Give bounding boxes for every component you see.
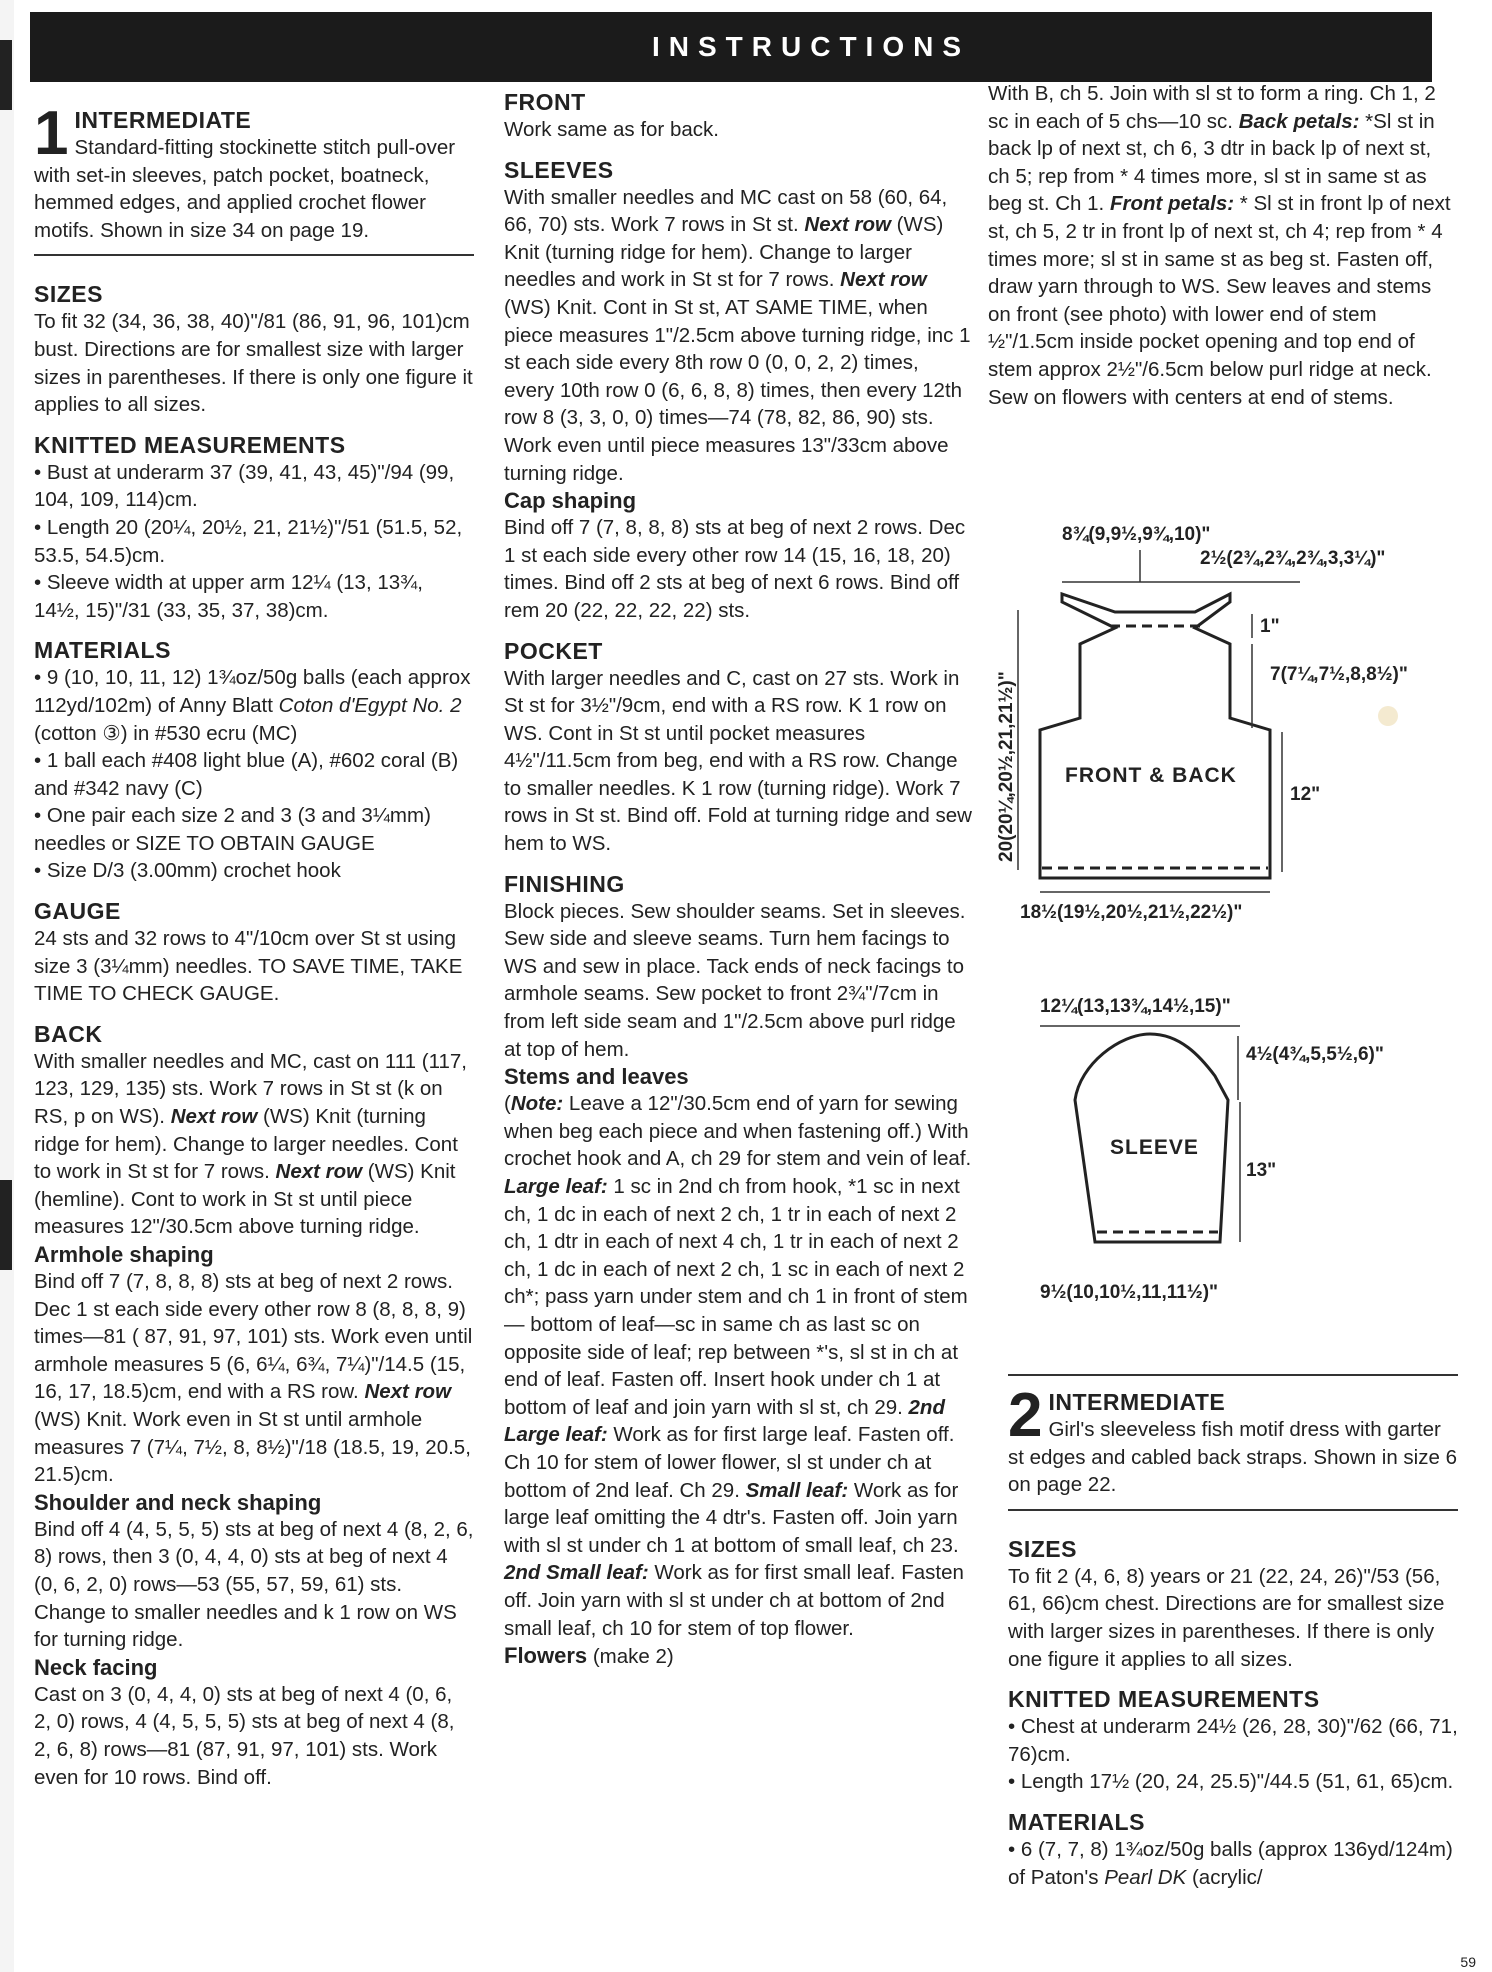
pattern-number: 1 xyxy=(34,99,69,168)
armhole-text: Bind off 7 (7, 8, 8, 8) sts at beg of next 2 rows. Dec 1 st each side every other row 8 (8, 8, 8, 9) times—81 ( 87, 91, 97, 101) sts. Work even until armhole measures 5 (6, 6¼, 6¾, 7¼)"/14.5 (15, 16, 17, 18.5)cm, end with a RS row. Next row (WS) Knit. Work even in St st until armhole measures 7 (7¼, 7½, 8, 8½)"/18 (18.5, 19, 20.5, 21.5)cm. xyxy=(34,1270,473,1487)
body-outline xyxy=(1040,594,1270,878)
materials-heading: MATERIALS xyxy=(1008,1808,1145,1835)
side-label: 12" xyxy=(1290,784,1321,805)
measurements-heading: KNITTED MEASUREMENTS xyxy=(34,431,346,458)
finishing-text: Block pieces. Sew shoulder seams. Set in sleeves. Sew side and sleeve seams. Turn hem facings to WS and sew in place. Tack ends of neck facings to armhole seams. Sew pocket to front 2¾"/7cm in from left side seam and 1"/2.5cm above purl ridge at top of hem. xyxy=(504,899,966,1061)
pattern-2-intro xyxy=(1008,1381,1458,1499)
back-text: With smaller needles and MC, cast on 111 (117, 123, 129, 135) sts. Work 7 rows in St st (k on RS, p on WS). Next row (WS) Knit (turning ridge for hem). Change to larger needles. Cont to work in St st for 7 rows. Next row (WS) Knit (hemline). Cont to work in St st until piece measures 12"/30.5cm above turning ridge. xyxy=(34,1049,467,1239)
level-heading: INTERMEDIATE xyxy=(74,107,252,133)
measurement-item: • Length 20 (20¼, 20½, 21, 21½)"/51 (51.5, 52, 53.5, 54.5)cm. xyxy=(34,515,463,567)
pattern-number: 2 xyxy=(1008,1381,1043,1450)
measurement-item: • Chest at underarm 24½ (26, 28, 30)"/62 (66, 71, 76)cm. xyxy=(1008,1715,1458,1766)
sizes-text: To fit 32 (34, 36, 38, 40)"/81 (86, 91, 96, 101)cm bust. Directions are for smallest size with larger sizes in parentheses. If there is only one figure it applies to all sizes. xyxy=(34,310,473,417)
sizes-heading: SIZES xyxy=(34,281,103,308)
sleeves-text: With smaller needles and MC cast on 58 (60, 64, 66, 70) sts. Work 7 rows in St st. Next row (WS) Knit (turning ridge for hem). Change to larger needles and work in St st for 7 rows. Next row (WS) Knit. Cont in St st, AT SAME TIME, when piece measures 1"/2.5cm above turning ridge, inc 1 st each side every 8th row 0 (0, 0, 2, 2) times, every 10th row 0 (6, 6, 8, 8) times, then every 12th row 8 (3, 3, 0, 0) times—74 (78, 82, 86, 90) sts. Work even until piece measures 13"/33cm above turning ridge. xyxy=(504,185,971,485)
column-1 xyxy=(34,99,474,1791)
cap-label: 4½(4¾,5,5½,6)" xyxy=(1246,1044,1384,1065)
header-title: INSTRUCTIONS xyxy=(652,31,970,62)
binding-mark xyxy=(0,40,12,110)
measurement-item: • Bust at underarm 37 (39, 41, 43, 45)"/94 (99, 104, 109, 114)cm. xyxy=(34,460,455,512)
gauge-text: 24 sts and 32 rows to 4"/10cm over St st using size 3 (3¼mm) needles. TO SAVE TIME, TAKE TIME TO CHECK GAUGE. xyxy=(34,927,463,1006)
sizes-heading: SIZES xyxy=(1008,1535,1077,1562)
sleeve-bottom-width-label: 9½(10,10½,11,11½)" xyxy=(1040,1282,1219,1303)
print-spot xyxy=(1378,706,1398,726)
stems-text: (Note: Leave a 12"/30.5cm end of yarn for sewing when beg each piece and when fastening off.) With crochet hook and A, ch 29 for stem and vein of leaf. Large leaf: 1 sc in 2nd ch from hook, *1 sc in next ch, 1 dc in each of next 2 ch, 1 tr in each of next 2 ch, 1 dtr in each of next 4 ch, 1 tr in each of next 2 ch, 1 dc in each of next 2 ch, 1 sc in each of next 2 ch*; pass yarn under stem and ch 1 in front of stem— bottom of leaf—sc in same ch as last sc on opposite side of leaf; rep between *'s, sl st in ch at end of leaf. Fasten off. Insert hook under ch 1 at bottom of leaf and join yarn with sl st, ch 29. 2nd Large leaf: Work as for first large leaf. Fasten off. Ch 10 for stem of lower flower, sl st under ch at bottom of 2nd leaf. Ch 29. Small leaf: Work as for large leaf omitting the 4 dtr's. Fasten off. Join yarn with sl st under ch 1 at bottom of small leaf, ch 23. 2nd Small leaf: Work as for first small leaf. Fasten off. Join yarn with sl st under ch at bottom of 2nd small leaf, ch 10 for stem of top flower. xyxy=(504,1092,972,1640)
bottom-width-label: 18½(19½,20½,21½,22½)" xyxy=(1020,902,1243,923)
materials-heading: MATERIALS xyxy=(34,637,171,664)
neck-heading: Neck facing xyxy=(34,1654,158,1680)
divider xyxy=(34,254,474,256)
sleeve-length-label: 13" xyxy=(1246,1160,1277,1181)
divider xyxy=(1008,1374,1458,1376)
materials-item: • 1 ball each #408 light blue (A), #602 coral (B) and #342 navy (C) xyxy=(34,749,459,800)
divider xyxy=(1008,1509,1458,1511)
cap-text: Bind off 7 (7, 8, 8, 8) sts at beg of next 2 rows. Dec 1 st each side every other row 14 (15, 16, 18, 20) times. Bind off 2 sts at beg of next 6 rows. Bind off rem 20 (22, 22, 22, 22) sts. xyxy=(504,516,966,622)
pattern-2 xyxy=(1008,1374,1458,1891)
intro-text: Girl's sleeveless fish motif dress with garter st edges and cabled back straps. Shown in size 6 on page 22. xyxy=(1008,1418,1457,1497)
front-text: Work same as for back. xyxy=(504,118,719,141)
materials-item: • Size D/3 (3.00mm) crochet hook xyxy=(34,859,341,883)
measurements-heading: KNITTED MEASUREMENTS xyxy=(1008,1686,1320,1713)
finishing-heading: FINISHING xyxy=(504,870,625,897)
armhole-label: 7(7¼,7½,8,8½)" xyxy=(1270,664,1408,685)
length-label: 20(20¼,20½,21,21½)" xyxy=(996,671,1017,862)
page-binding xyxy=(0,0,14,1972)
measurement-item: • Length 17½ (20, 24, 25.5)"/44.5 (51, 61, 65)cm. xyxy=(1008,1770,1454,1794)
shoulder-heading: Shoulder and neck shaping xyxy=(34,1489,322,1515)
flowers-text: Flowers (make 2) xyxy=(504,1643,674,1669)
front-back-schematic xyxy=(990,520,1460,945)
column-2 xyxy=(504,88,974,1671)
sleeve-top-width-label: 12¼(13,13¾,14½,15)" xyxy=(1040,996,1231,1017)
column-3 xyxy=(988,80,1458,411)
binding-mark xyxy=(0,1180,12,1270)
materials-item: • One pair each size 2 and 3 (3 and 3¼mm) needles or SIZE TO OBTAIN GAUGE xyxy=(34,804,431,855)
measurement-item: • Sleeve width at upper arm 12¼ (13, 13¾, 14½, 15)"/31 (33, 35, 37, 38)cm. xyxy=(34,571,423,622)
shoulder-text: Bind off 4 (4, 5, 5, 5) sts at beg of next 4 (8, 2, 6, 8) rows, then 3 (0, 4, 4, 0) sts at beg of next 4 (0, 6, 2, 0) rows—53 (55, 57, 59, 61) sts. Change to smaller needles and k 1 row on WS for turning ridge. xyxy=(34,1517,474,1652)
flowers-body: With B, ch 5. Join with sl st to form a ring. Ch 1, 2 sc in each of 5 chs—10 sc. Back petals: *Sl st in back lp of next st, ch 6, 3 dtr in back lp of next st, ch 5; rep from * 4 times more, sl st in same st as beg st. Ch 1. Front petals: * Sl st in front lp of next st, ch 5, 2 tr in front lp of next st, ch 4; rep from * 4 times more; sl st in same st as beg st. Fasten off, draw yarn through to WS. Sew leaves and stems on front (see photo) with lower end of stem ½"/1.5cm inside pocket opening and top end of stem approx 2½"/6.5cm below purl ridge at neck. Sew on flowers with centers at end of stems. xyxy=(988,82,1451,409)
page-number: 59 xyxy=(1460,1954,1476,1970)
neck-depth-label: 1" xyxy=(1260,616,1280,637)
neck-text: Cast on 3 (0, 4, 4, 0) sts at beg of next 4 (0, 6, 2, 0) rows, 4 (4, 5, 5, 5) sts at beg of next 4 (8, 2, 6, 8) rows—81 (87, 91, 97, 101) sts. Work even for 10 rows. Bind off. xyxy=(34,1682,455,1789)
back-heading: BACK xyxy=(34,1020,103,1047)
shoulder-width-label: 2½(2¾,2¾,2¾,3,3¼)" xyxy=(1200,548,1386,569)
cap-heading: Cap shaping xyxy=(504,488,637,514)
level-heading: INTERMEDIATE xyxy=(1048,1389,1226,1415)
body-label: FRONT & BACK xyxy=(1065,764,1237,787)
materials-item: • 6 (7, 7, 8) 1¾oz/50g balls (approx 136yd/124m) of Paton's Pearl DK (acrylic/ xyxy=(1008,1837,1453,1889)
sleeve-schematic xyxy=(1040,992,1450,1327)
intro-text: Standard-fitting stockinette stitch pull-over with set-in sleeves, patch pocket, boatneck, hemmed edges, and applied crochet flower motifs. Shown in size 34 on page 19. xyxy=(34,136,456,242)
stems-heading: Stems and leaves xyxy=(504,1064,689,1090)
sleeve-label: SLEEVE xyxy=(1110,1136,1199,1159)
pocket-heading: POCKET xyxy=(504,637,603,664)
materials-item: • 9 (10, 10, 11, 12) 1¾oz/50g balls (each approx 112yd/102m) of Anny Blatt Coton d'Egypt No. 2 (cotton ③) in #530 ecru (MC) xyxy=(34,666,471,745)
armhole-heading: Armhole shaping xyxy=(34,1242,214,1267)
front-heading: FRONT xyxy=(504,89,586,115)
gauge-heading: GAUGE xyxy=(34,898,121,925)
sleeves-heading: SLEEVES xyxy=(504,156,614,183)
sizes-text: To fit 2 (4, 6, 8) years or 21 (22, 24, 26)"/53 (56, 61, 66)cm chest. Directions are for smallest size with larger sizes in parentheses. If there is only one figure it applies to all sizes. xyxy=(1008,1564,1445,1671)
pattern-1-intro xyxy=(34,99,474,244)
pocket-text: With larger needles and C, cast on 27 sts. Work in St st for 3½"/9cm, end with a RS row. K 1 row on WS. Cont in St st until pocket measures 4½"/11.5cm from beg, end with a RS row. Change to smaller needles. K 1 row (turning ridge). Work 7 rows in St st. Bind off. Fold at turning ridge and sew hem to WS. xyxy=(504,666,972,856)
instructions-header xyxy=(30,12,1432,82)
top-width-label: 8¾(9,9½,9¾,10)" xyxy=(1062,524,1211,545)
